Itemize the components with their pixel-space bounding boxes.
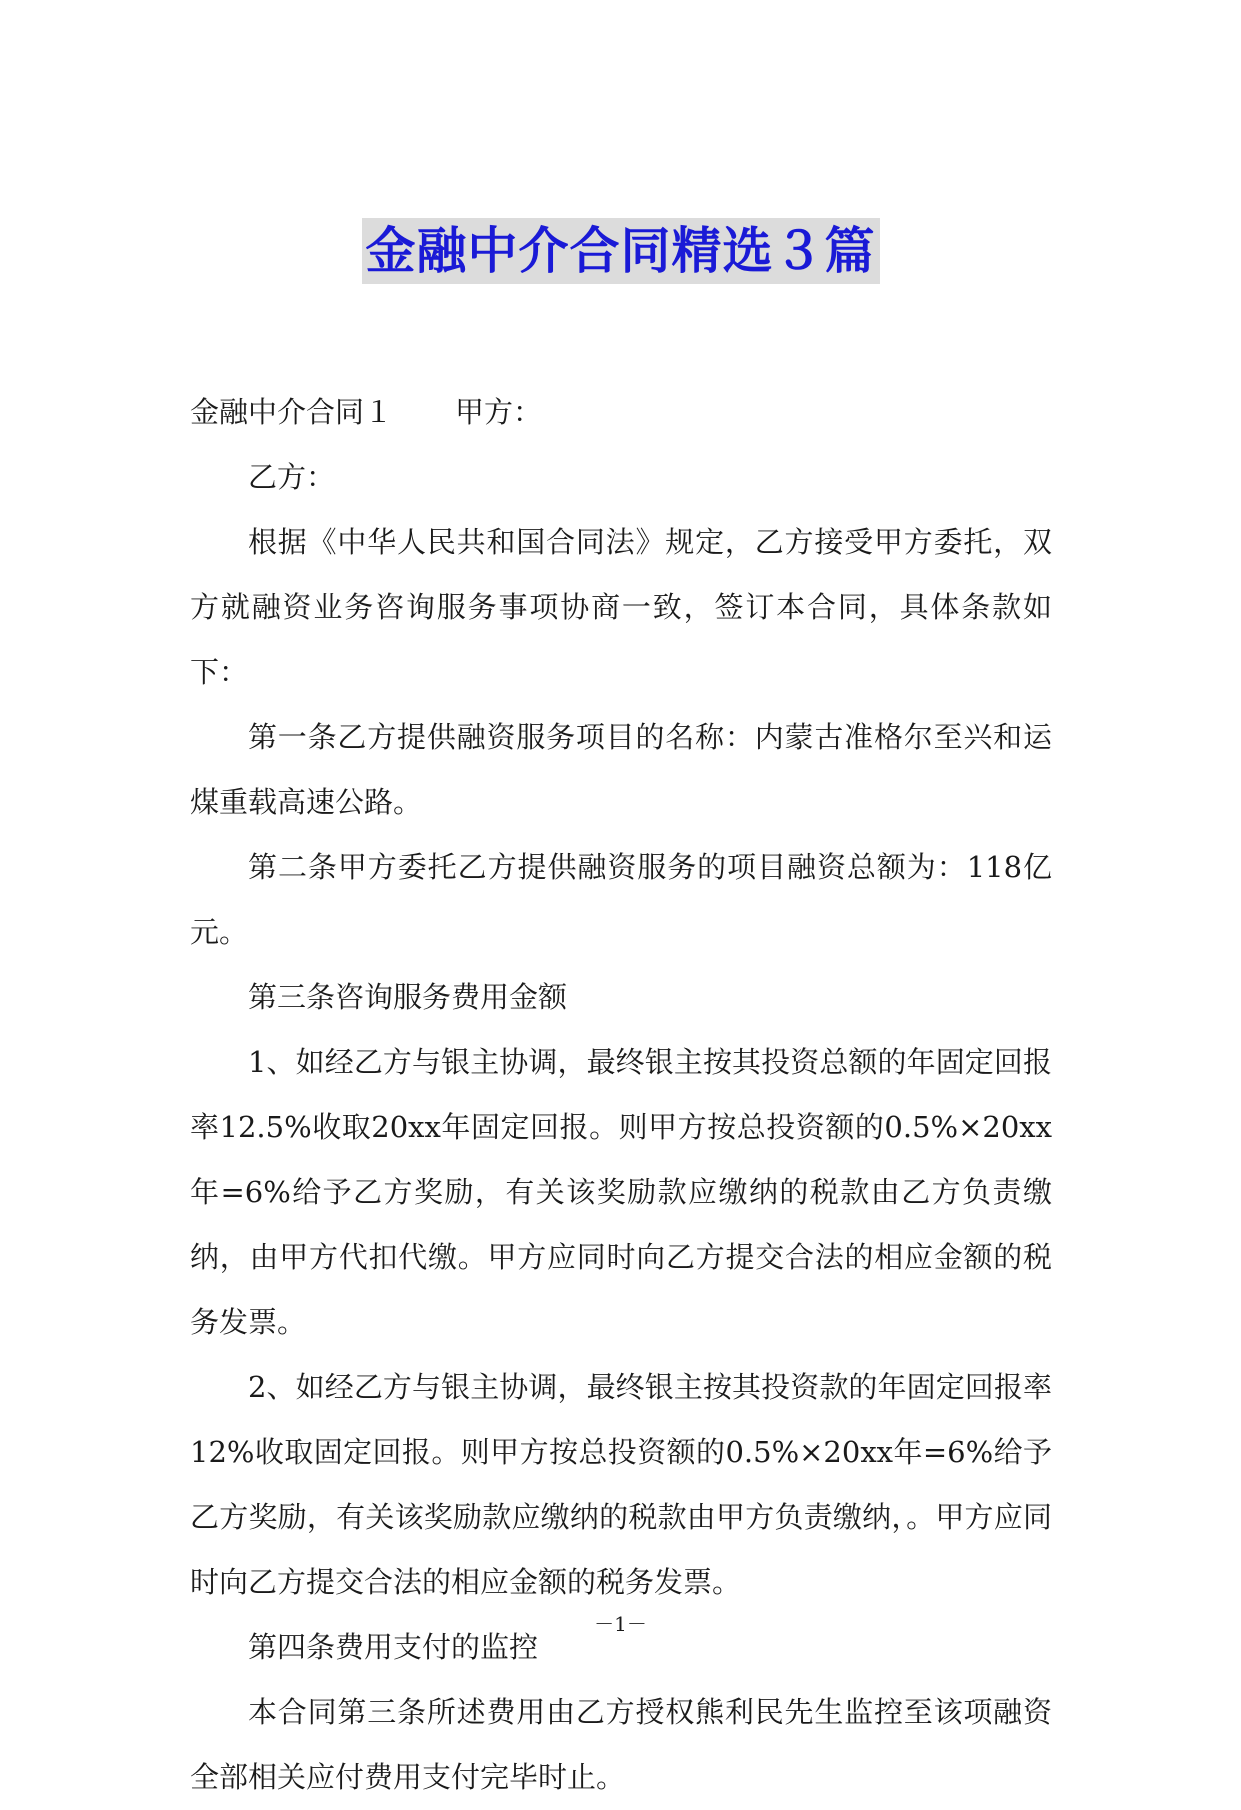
party-b-label: 乙方： (248, 460, 336, 494)
paragraph-article-3-heading: 第三条咨询服务费用金额 (248, 980, 568, 1014)
contract-heading-line (190, 380, 1052, 445)
title-container (0, 218, 1241, 284)
paragraph-article-2: 第二条甲方委托乙方提供融资服务的项目融资总额为：118亿元。 (190, 850, 1052, 949)
document-body (190, 380, 1052, 1810)
document-title: 金融中介合同精选３篇 (362, 218, 880, 284)
paragraph-article-3-item-1: 1、如经乙方与银主协调，最终银主按其投资总额的年固定回报率12.5%收取20xx年固定回报。则甲方按总投资额的0.5%×20xx年=6%给予乙方奖励，有关该奖励款应缴纳的税款由乙方负责缴纳，由甲方代扣代缴。甲方应同时向乙方提交合法的相应金额的税务发票。 (190, 1045, 1052, 1339)
paragraph-intro: 根据《中华人民共和国合同法》规定，乙方接受甲方委托，双方就融资业务咨询服务事项协商一致，签订本合同，具体条款如下： (190, 525, 1052, 689)
paragraph-article-1: 第一条乙方提供融资服务项目的名称：内蒙古准格尔至兴和运煤重载高速公路。 (190, 720, 1052, 819)
paragraph-article-4-body: 本合同第三条所述费用由乙方授权熊利民先生监控至该项融资全部相关应付费用支付完毕时止。 (190, 1695, 1052, 1794)
contract-heading: 金融中介合同１ (190, 395, 394, 429)
page-number: －1－ (594, 1612, 647, 1636)
party-a-label: 甲方： (455, 395, 543, 429)
paragraph-article-4-heading: 第四条费用支付的监控 (248, 1630, 539, 1664)
paragraph-article-3-item-2: 2、如经乙方与银主协调，最终银主按其投资款的年固定回报率12%收取固定回报。则甲方按总投资额的0.5%×20xx年=6%给予乙方奖励，有关该奖励款应缴纳的税款由甲方负责缴纳，。甲方应同时向乙方提交合法的相应金额的税务发票。 (190, 1370, 1052, 1599)
